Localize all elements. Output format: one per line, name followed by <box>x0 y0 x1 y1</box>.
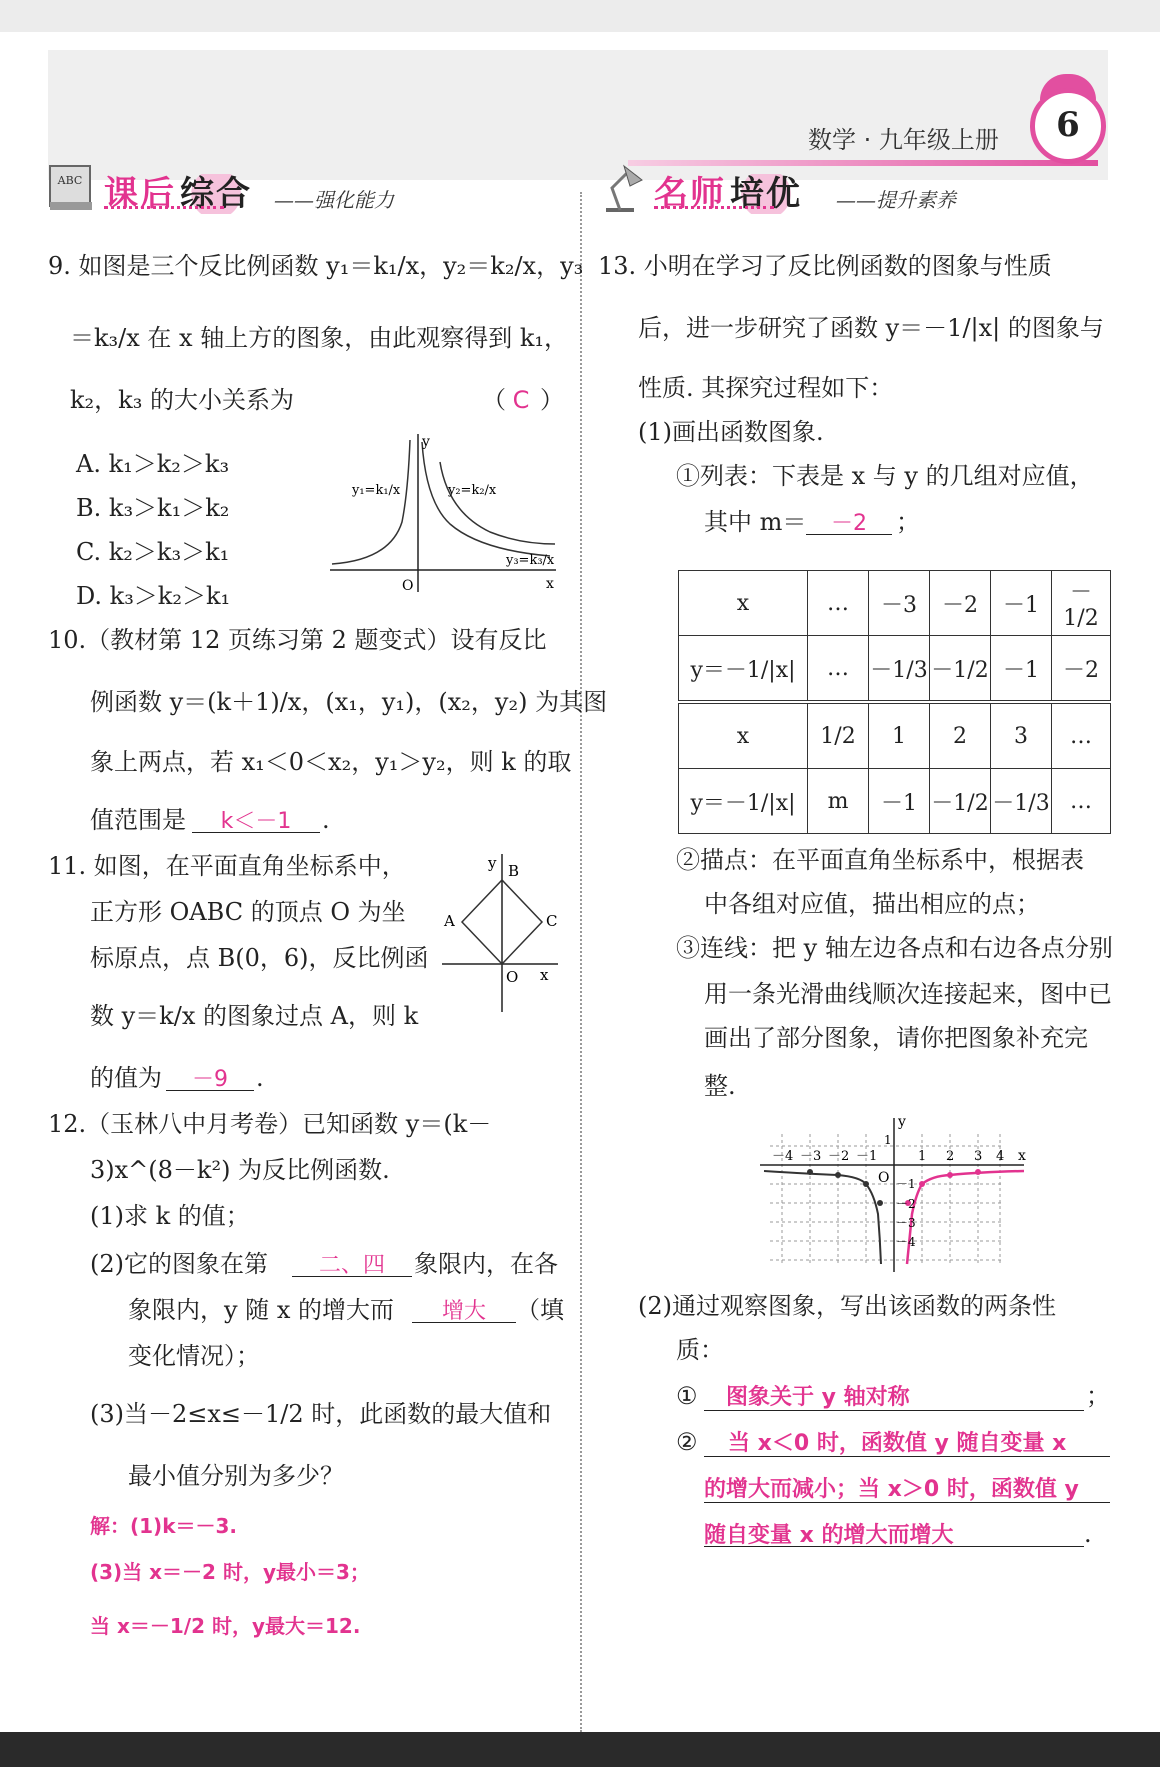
q12-part2c: 象限内，y 随 x 的增大而 <box>128 1296 394 1324</box>
table-cell: －3 <box>869 571 930 636</box>
table-cell: 1/2 <box>808 702 869 769</box>
table-cell: 2 <box>930 702 991 769</box>
section-title-a: 名师 <box>654 174 726 214</box>
table-cell: －1/2 <box>930 769 991 834</box>
section-title-b: 综合 <box>176 174 256 214</box>
table-cell: m <box>808 769 869 834</box>
value-table <box>678 570 1111 834</box>
q10-line3: 象上两点，若 x₁＜0＜x₂，y₁＞y₂，则 k 的取 <box>90 748 572 776</box>
table-cell: y＝－1/|x| <box>679 636 808 703</box>
table-cell: －1 <box>869 769 930 834</box>
lamp-icon <box>598 162 644 214</box>
plot-point <box>947 1172 953 1178</box>
section-title-b: 培优 <box>726 174 806 214</box>
book-icon-label: ABC <box>57 174 83 187</box>
q12-part3b: 最小值分别为多少？ <box>128 1462 344 1490</box>
q10-line1: 10.（教材第 12 页练习第 2 题变式）设有反比 <box>48 626 547 654</box>
q13-step1b-end: ； <box>896 508 920 536</box>
section-dots <box>104 206 224 209</box>
q13-step2a: ②描点：在平面直角坐标系中，根据表 <box>676 846 1084 874</box>
q12-solution3: 当 x＝－1/2 时，y最大＝12. <box>90 1614 361 1638</box>
q10-end: . <box>322 806 330 834</box>
plot-point <box>835 1172 841 1178</box>
q12-line2: 3)x^(8－k²) 为反比例函数. <box>90 1156 390 1184</box>
q13-axis-x: x <box>1018 1148 1026 1164</box>
q13-prop1-end: ； <box>1086 1382 1110 1410</box>
q13-prop1-num: ① <box>676 1382 698 1410</box>
q9-line2: ＝k₃/x 在 x 轴上方的图象，由此观察得到 k₁， <box>70 324 568 352</box>
q11-axis-y: y <box>488 854 497 872</box>
q12-part2a: (2)它的图象在第 <box>90 1250 268 1278</box>
q9-label-y3: y₃=k₃/x <box>506 553 555 568</box>
table-cell: －1/3 <box>869 636 930 703</box>
q13-prop2-l1: 当 x＜0 时，函数值 y 随自变量 x <box>728 1431 1067 1456</box>
q11-end: . <box>256 1064 264 1092</box>
plot-point <box>975 1169 981 1175</box>
q11-line3: 标原点，点 B(0，6)，反比例函 <box>90 944 429 972</box>
q13-part2b: 质： <box>676 1336 724 1364</box>
table-cell: 3 <box>991 702 1052 769</box>
q11-graph <box>440 852 565 1017</box>
q13-step1: (1)画出函数图象. <box>638 418 824 446</box>
q13-line2: 后，进一步研究了函数 y＝－1/|x| 的图象与 <box>638 314 1104 342</box>
q11-label-c: C <box>546 912 558 930</box>
q11-axis-x: x <box>540 966 549 984</box>
section-subtitle: ——提升素养 <box>836 188 956 212</box>
q13-m-answer: －2 <box>831 511 867 536</box>
plot-point <box>919 1181 925 1187</box>
q12-part2d: （填 <box>516 1296 564 1324</box>
table-cell: … <box>808 636 869 703</box>
q11-origin: O <box>506 968 519 986</box>
q13-tick-yn2: －2 <box>896 1197 916 1211</box>
q12-answer2: 增大 <box>441 1299 486 1324</box>
q9-option-d: D. k₃＞k₂＞k₁ <box>76 582 231 610</box>
table-row <box>679 571 1111 636</box>
table-cell: … <box>1052 702 1111 769</box>
q9-bracket-right: ） <box>540 386 564 414</box>
section-title-a: 课后 <box>104 174 176 214</box>
table-cell: y＝－1/|x| <box>679 769 808 834</box>
table-row <box>679 702 1111 769</box>
q9-axis-y: y <box>422 434 430 450</box>
q13-tick-y1: 1 <box>884 1133 892 1147</box>
section-subtitle: ——强化能力 <box>274 188 394 212</box>
q9-axis-x: x <box>546 576 554 592</box>
q13-tick-yn4: －4 <box>896 1235 916 1249</box>
table-cell: … <box>1052 769 1111 834</box>
q11-line4: 数 y＝k/x 的图象过点 A，则 k <box>90 1002 419 1030</box>
q13-graph <box>752 1114 1034 1274</box>
q9-line1: 9. 如图是三个反比例函数 y₁＝k₁/x，y₂＝k₂/x，y₃ <box>48 252 584 280</box>
table-cell: －1 <box>991 636 1052 703</box>
q13-line3: 性质. 其探究过程如下： <box>638 374 894 402</box>
table-cell: －2 <box>930 571 991 636</box>
table-cell: 1 <box>869 702 930 769</box>
q13-tick-yn3: －3 <box>896 1216 916 1230</box>
q13-tick-p4: 4 <box>996 1149 1005 1164</box>
q11-label-a: A <box>444 912 455 930</box>
q13-prop2-num: ② <box>676 1428 698 1456</box>
table-cell: －1/2 <box>1052 571 1111 636</box>
q13-tick-n2: －2 <box>828 1149 850 1164</box>
q13-prop2-l3: 随自变量 x 的增大而增大 <box>704 1523 954 1548</box>
q9-label-y1: y₁=k₁/x <box>352 483 401 498</box>
q13-tick-p1: 1 <box>918 1149 927 1164</box>
plot-point <box>877 1200 883 1206</box>
section-dots <box>654 206 774 209</box>
subject-title: 数学 · 九年级上册 <box>808 126 999 154</box>
q12-part2b: 象限内，在各 <box>414 1250 558 1278</box>
column-divider <box>580 192 582 1732</box>
q13-step2b: 中各组对应值，描出相应的点； <box>704 890 1040 918</box>
q13-tick-p2: 2 <box>946 1149 955 1164</box>
q13-prop2-end: . <box>1084 1520 1092 1548</box>
q11-answer: －9 <box>192 1067 228 1092</box>
q10-line2: 例函数 y＝(k＋1)/x，(x₁，y₁)，(x₂，y₂) 为其图 <box>90 688 608 716</box>
q13-tick-n4: －4 <box>772 1149 794 1164</box>
q13-prop2-l2: 的增大而减小；当 x＞0 时，函数值 y <box>704 1477 1079 1502</box>
q12-part3a: (3)当－2≤x≤－1/2 时，此函数的最大值和 <box>90 1400 552 1428</box>
q9-option-a: A. k₁＞k₂＞k₃ <box>76 450 230 478</box>
q9-line3: k₂，k₃ 的大小关系为 <box>70 386 294 414</box>
q13-step3d: 整. <box>704 1072 736 1100</box>
q12-part2e: 变化情况）； <box>128 1342 260 1370</box>
q9-origin: O <box>402 578 414 594</box>
table-cell: x <box>679 571 808 636</box>
q12-solution2: (3)当 x＝－2 时，y最小＝3； <box>90 1560 370 1584</box>
table-row <box>679 769 1111 834</box>
q13-prop1: 图象关于 y 轴对称 <box>726 1385 910 1410</box>
q13-tick-yn1: －1 <box>896 1177 916 1191</box>
q13-step3c: 画出了部分图象，请你把图象补充完 <box>704 1024 1088 1052</box>
table-cell: －1/3 <box>991 769 1052 834</box>
q9-option-b: B. k₃＞k₁＞k₂ <box>76 494 230 522</box>
q9-bracket-left: （ <box>482 386 506 414</box>
table-cell: … <box>808 571 869 636</box>
page <box>0 32 1160 1732</box>
q13-tick-n3: －3 <box>800 1149 822 1164</box>
q13-step3a: ③连线：把 y 轴左边各点和右边各点分别 <box>676 934 1113 962</box>
q9-label-y2: y₂=k₂/x <box>448 483 497 498</box>
q10-line4: 值范围是 <box>90 806 186 834</box>
q13-tick-n1: －1 <box>856 1149 878 1164</box>
q11-line1: 11. 如图，在平面直角坐标系中， <box>48 852 406 880</box>
bottom-bar <box>0 1732 1160 1767</box>
q9-option-c: C. k₂＞k₃＞k₁ <box>76 538 230 566</box>
q11-line5: 的值为 <box>90 1064 162 1092</box>
q13-step1b: 其中 m＝ <box>704 508 807 536</box>
book-icon <box>48 162 94 214</box>
plot-point <box>807 1169 813 1175</box>
table-cell: －1 <box>991 571 1052 636</box>
q13-axis-y: y <box>898 1114 906 1130</box>
section-header-after-class <box>48 160 428 218</box>
q12-answer1: 二、四 <box>318 1253 385 1278</box>
q13-origin: O <box>878 1170 890 1186</box>
page-number: 6 <box>1030 88 1106 164</box>
q13-part2: (2)通过观察图象，写出该函数的两条性 <box>638 1292 1056 1320</box>
q13-step3b: 用一条光滑曲线顺次连接起来，图中已 <box>704 980 1112 1008</box>
q10-answer: k＜－1 <box>220 809 292 834</box>
q13-step1a: ①列表：下表是 x 与 y 的几组对应值， <box>676 462 1094 490</box>
q12-part1: (1)求 k 的值； <box>90 1202 250 1230</box>
table-row <box>679 636 1111 703</box>
q9-graph <box>330 432 560 597</box>
q13-line1: 13. 小明在学习了反比例函数的图象与性质 <box>598 252 1052 280</box>
q9-answer: C <box>512 386 530 414</box>
q12-line1: 12.（玉林八中月考卷）已知函数 y＝(k－ <box>48 1110 492 1138</box>
q12-solution1: 解：(1)k＝－3. <box>90 1514 238 1538</box>
q13-tick-p3: 3 <box>974 1149 983 1164</box>
q11-line2: 正方形 OABC 的顶点 O 为坐 <box>90 898 406 926</box>
table-cell: x <box>679 702 808 769</box>
q11-label-b: B <box>508 862 520 880</box>
section-header-teacher <box>598 160 1018 218</box>
table-cell: －1/2 <box>930 636 991 703</box>
table-cell: －2 <box>1052 636 1111 703</box>
plot-point <box>863 1181 869 1187</box>
